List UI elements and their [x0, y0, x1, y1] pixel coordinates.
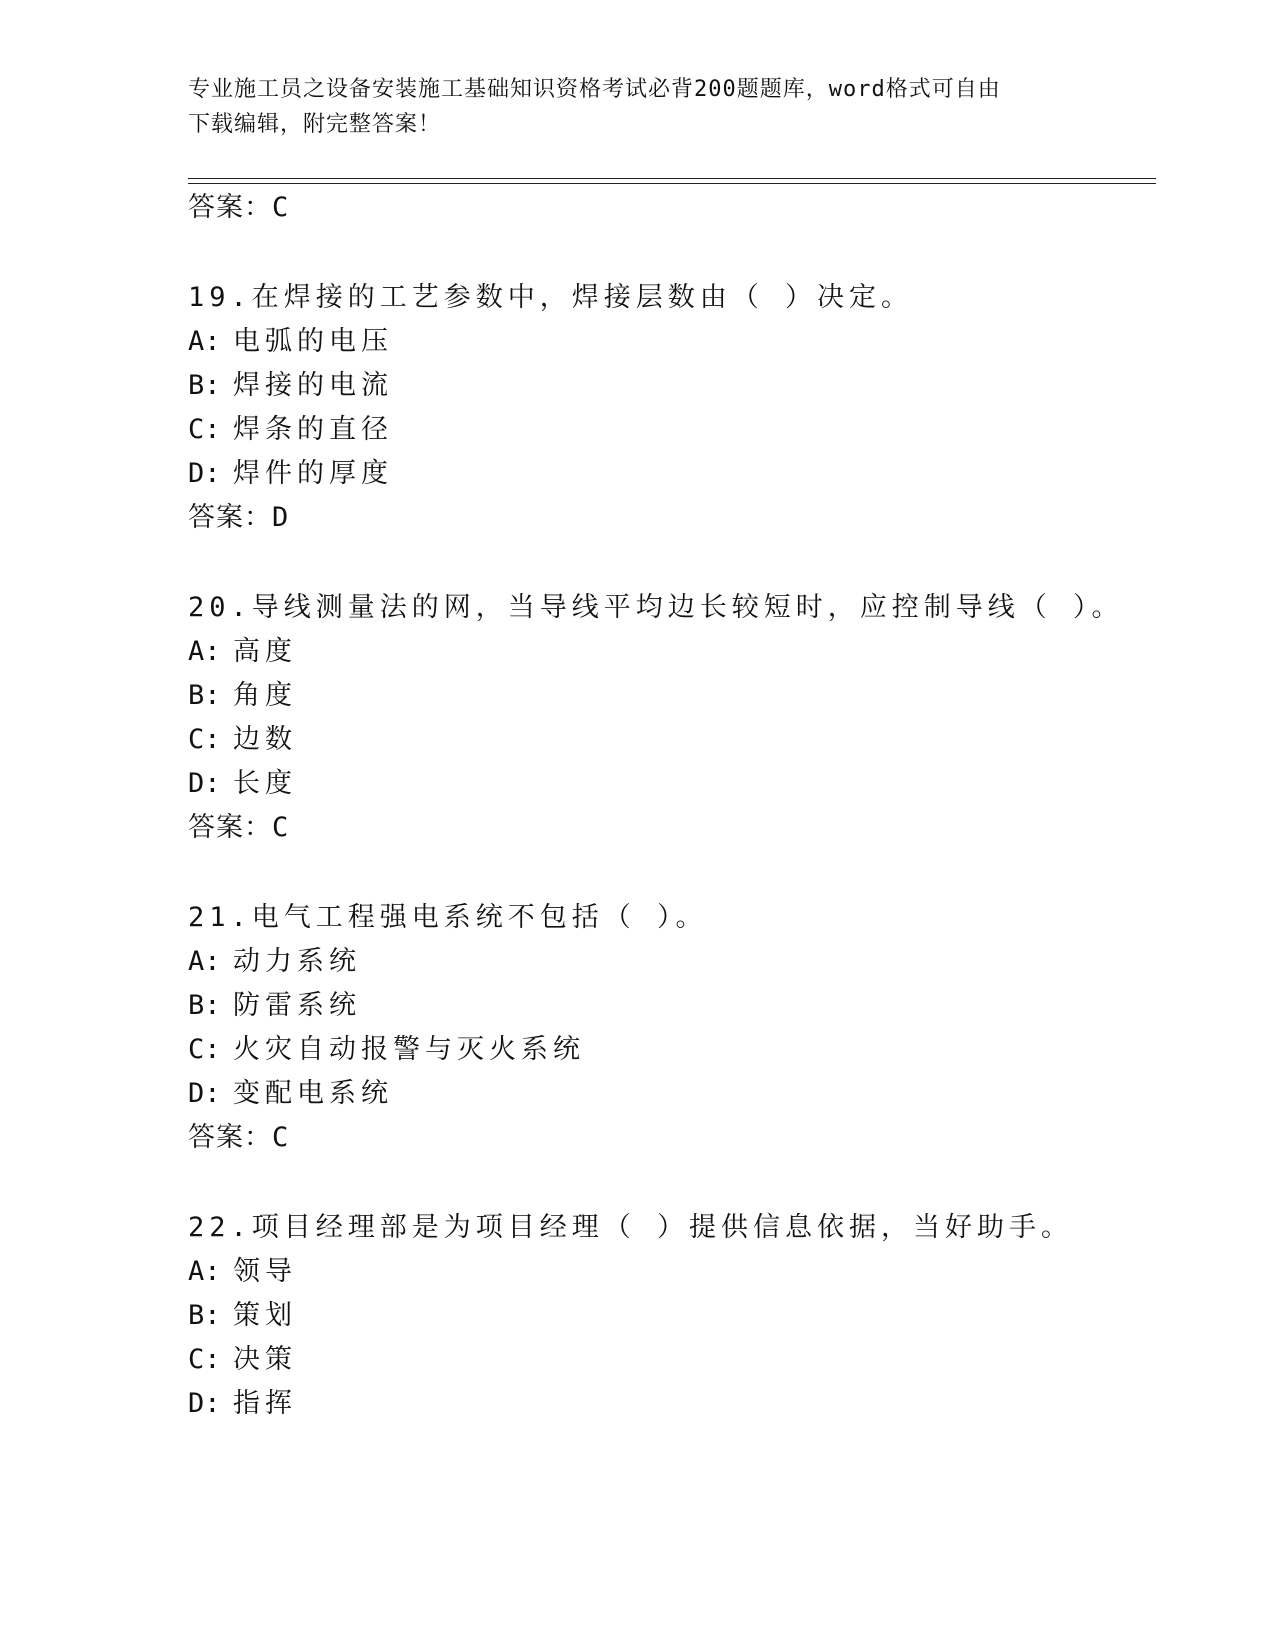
document-header	[188, 72, 1088, 142]
header-divider-bottom	[188, 183, 1156, 184]
header-line-2: 下载编辑，附完整答案！	[188, 112, 442, 137]
option-text: 策划	[233, 1300, 297, 1331]
option-text: 焊条的直径	[233, 414, 393, 445]
question-20-option-a	[188, 634, 297, 670]
option-label: B:	[188, 990, 221, 1021]
answer-q19: 答案：D	[188, 502, 290, 533]
answer-q20: 答案：C	[188, 812, 290, 843]
question-19-option-a	[188, 324, 393, 360]
option-label: B:	[188, 1300, 221, 1331]
answer-q18: 答案：C	[188, 192, 290, 223]
option-text: 角度	[233, 680, 297, 711]
question-20-text: 20.导线测量法的网，当导线平均边长较短时，应控制导线（ ）。	[188, 592, 1124, 623]
option-label: A:	[188, 326, 221, 357]
option-label: C:	[188, 724, 221, 755]
option-text: 高度	[233, 636, 297, 667]
question-22-option-d	[188, 1386, 297, 1422]
option-text: 变配电系统	[233, 1078, 393, 1109]
answer-q21: 答案：C	[188, 1122, 290, 1153]
question-19-option-d	[188, 456, 393, 492]
option-label: A:	[188, 636, 221, 667]
question-22-option-a	[188, 1254, 297, 1290]
option-text: 边数	[233, 724, 297, 755]
question-20-option-b	[188, 678, 297, 714]
question-21-option-a	[188, 944, 361, 980]
option-text: 火灾自动报警与灭火系统	[233, 1034, 585, 1065]
question-21-option-b	[188, 988, 361, 1024]
question-22-text: 22.项目经理部是为项目经理（ ）提供信息依据，当好助手。	[188, 1212, 1074, 1243]
option-label: D:	[188, 1388, 221, 1419]
header-divider-top	[188, 178, 1156, 179]
question-21-text: 21.电气工程强电系统不包括（ ）。	[188, 902, 708, 933]
option-text: 防雷系统	[233, 990, 361, 1021]
option-label: B:	[188, 370, 221, 401]
option-text: 动力系统	[233, 946, 361, 977]
option-label: C:	[188, 414, 221, 445]
option-text: 焊接的电流	[233, 370, 393, 401]
question-19-option-c	[188, 412, 393, 448]
option-text: 焊件的厚度	[233, 458, 393, 489]
question-20-option-c	[188, 722, 297, 758]
question-19-option-b	[188, 368, 393, 404]
question-21-option-d	[188, 1076, 393, 1112]
option-label: D:	[188, 768, 221, 799]
option-text: 领导	[233, 1256, 297, 1287]
question-22-option-b	[188, 1298, 297, 1334]
question-22-option-c	[188, 1342, 297, 1378]
option-label: A:	[188, 946, 221, 977]
option-label: D:	[188, 458, 221, 489]
option-label: C:	[188, 1344, 221, 1375]
option-label: A:	[188, 1256, 221, 1287]
question-20-option-d	[188, 766, 297, 802]
option-text: 指挥	[233, 1388, 297, 1419]
option-text: 电弧的电压	[233, 326, 393, 357]
option-label: D:	[188, 1078, 221, 1109]
option-label: C:	[188, 1034, 221, 1065]
option-text: 决策	[233, 1344, 297, 1375]
option-label: B:	[188, 680, 221, 711]
question-19-text: 19.在焊接的工艺参数中，焊接层数由（ ）决定。	[188, 282, 914, 313]
question-21-option-c	[188, 1032, 585, 1068]
option-text: 长度	[233, 768, 297, 799]
header-line-1: 专业施工员之设备安装施工基础知识资格考试必背200题题库，word格式可自由	[188, 77, 1001, 102]
